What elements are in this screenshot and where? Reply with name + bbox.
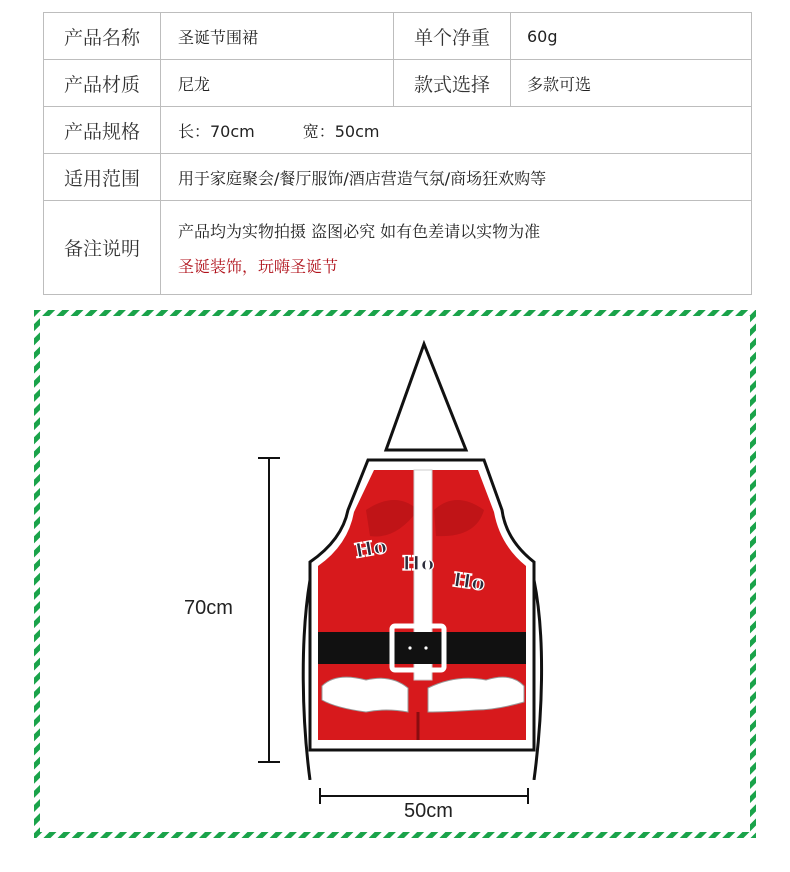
santa-apron-image <box>296 340 546 780</box>
label-size: 产品规格 <box>44 107 161 153</box>
label-product-name: 产品名称 <box>44 13 161 59</box>
spec-row-name <box>44 13 751 60</box>
note-text: 产品均为实物拍摄 盗图必究 如有色差请以实物为准 <box>178 221 541 241</box>
value-style: 多款可选 <box>527 74 592 94</box>
value-product-name: 圣诞节围裙 <box>178 27 259 47</box>
value-material: 尼龙 <box>178 74 211 94</box>
spec-row-material <box>44 60 751 107</box>
label-notes: 备注说明 <box>44 201 161 294</box>
size-width: 宽：50cm <box>302 121 380 141</box>
label-style: 款式选择 <box>393 60 511 106</box>
height-label: 70cm <box>184 597 233 619</box>
value-usage: 用于家庭聚会/餐厅服饰/酒店营造气氛/商场狂欢购等 <box>178 168 547 188</box>
slogan-text: 圣诞装饰，玩嗨圣诞节 <box>178 256 339 276</box>
apron-word-2: Ho <box>402 551 435 575</box>
label-net-weight: 单个净重 <box>393 13 511 59</box>
value-size <box>162 107 380 153</box>
value-notes <box>162 201 540 294</box>
spec-row-size <box>44 107 751 154</box>
width-label: 50cm <box>404 800 453 822</box>
spec-row-usage <box>44 154 751 201</box>
product-image-frame <box>34 310 756 838</box>
label-usage: 适用范围 <box>44 154 161 200</box>
spec-table <box>43 12 752 295</box>
spec-row-notes <box>44 201 751 294</box>
label-material: 产品材质 <box>44 60 161 106</box>
apron-word-1: Ho <box>352 533 389 563</box>
value-net-weight: 60g <box>527 26 558 46</box>
apron-word-3: Ho <box>451 567 487 596</box>
height-dimension-line <box>254 450 284 770</box>
size-length: 长：70cm <box>178 121 255 141</box>
